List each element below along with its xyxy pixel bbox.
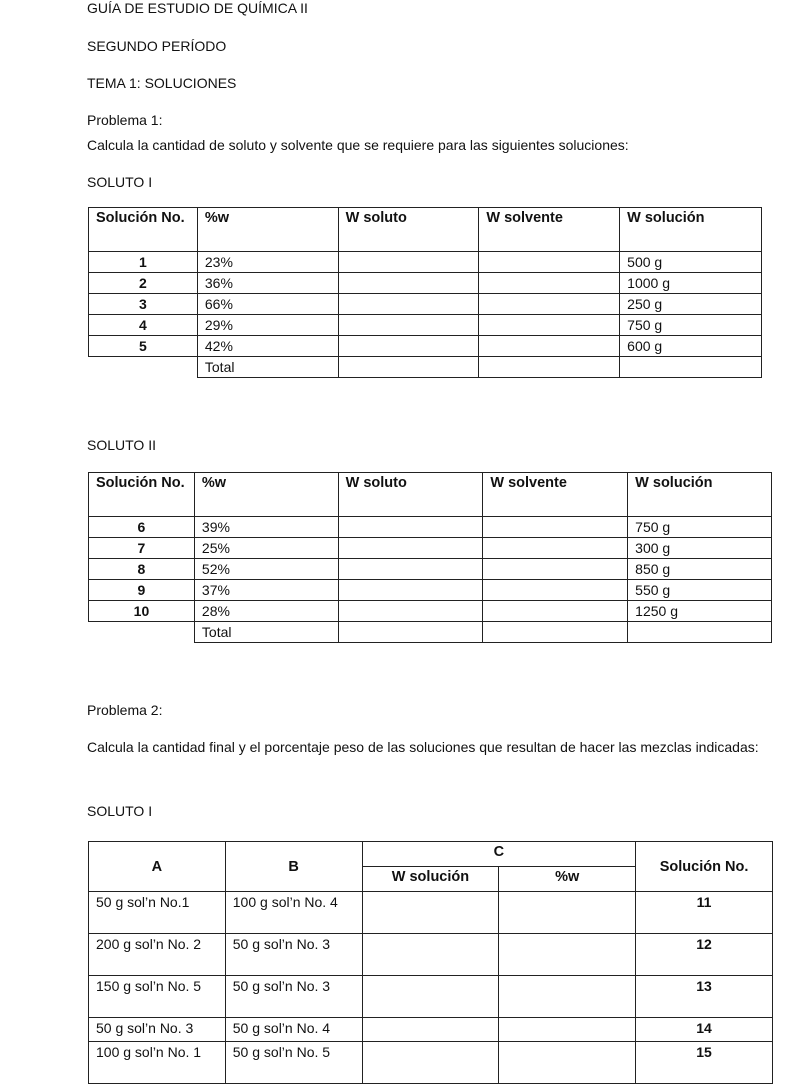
col-w-solvente: W solvente — [483, 473, 628, 517]
solution-no: 13 — [636, 976, 773, 1018]
c-percent-w-cell[interactable] — [499, 1018, 636, 1042]
c-percent-w-cell[interactable] — [499, 892, 636, 934]
mixture-a: 150 g sol’n No. 5 — [89, 976, 226, 1018]
mixture-b: 50 g sol’n No. 3 — [225, 934, 362, 976]
solution-no: 14 — [636, 1018, 773, 1042]
w-soluto-cell[interactable] — [338, 580, 483, 601]
solution-no: 6 — [89, 517, 195, 538]
col-solucion-no: Solución No. — [636, 842, 773, 892]
solution-no: 2 — [89, 273, 198, 294]
w-soluto-cell[interactable] — [338, 273, 479, 294]
table-row — [89, 538, 772, 559]
table-row — [89, 294, 762, 315]
w-solvente-cell[interactable] — [483, 580, 628, 601]
problem1-label: Problema 1: — [87, 112, 163, 128]
mixture-a: 50 g sol’n No. 3 — [89, 1018, 226, 1042]
solution-no: 15 — [636, 1042, 773, 1084]
w-solvente-cell[interactable] — [483, 559, 628, 580]
problem2-instruction: Calcula la cantidad final y el porcentaje peso de las soluciones que resultan de hacer las mezclas indicadas: — [87, 739, 759, 755]
c-w-solucion-cell[interactable] — [362, 892, 499, 934]
w-solvente-cell[interactable] — [479, 294, 620, 315]
solute2-table — [88, 472, 772, 643]
table-row — [89, 892, 773, 934]
w-solucion: 250 g — [620, 294, 762, 315]
total-row — [89, 357, 762, 378]
mixture-b: 50 g sol’n No. 5 — [225, 1042, 362, 1084]
solute1-table — [88, 207, 762, 378]
w-solucion: 300 g — [628, 538, 772, 559]
mixture-a: 200 g sol’n No. 2 — [89, 934, 226, 976]
problem2-heading: SOLUTO I — [87, 803, 153, 819]
col-c: C — [362, 842, 636, 867]
c-w-solucion-cell[interactable] — [362, 934, 499, 976]
table-row — [89, 1042, 773, 1084]
table-row — [89, 934, 773, 976]
percent-w: 25% — [194, 538, 338, 559]
table-row — [89, 273, 762, 294]
col-w-soluto: W soluto — [338, 208, 479, 252]
w-soluto-cell[interactable] — [338, 517, 483, 538]
period-heading: SEGUNDO PERÍODO — [87, 38, 227, 54]
col-b: B — [225, 842, 362, 892]
c-percent-w-cell[interactable] — [499, 934, 636, 976]
col-w-solvente: W solvente — [479, 208, 620, 252]
col-solucion-no: Solución No. — [89, 473, 195, 517]
percent-w: 37% — [194, 580, 338, 601]
w-solvente-cell[interactable] — [479, 252, 620, 273]
percent-w: 29% — [197, 315, 338, 336]
percent-w: 66% — [197, 294, 338, 315]
w-solucion: 850 g — [628, 559, 772, 580]
col-percent-w: %w — [194, 473, 338, 517]
problem1-instruction: Calcula la cantidad de soluto y solvente que se requiere para las siguientes soluciones: — [87, 137, 629, 153]
w-soluto-cell[interactable] — [338, 336, 479, 357]
c-w-solucion-cell[interactable] — [362, 1042, 499, 1084]
w-solvente-cell[interactable] — [479, 336, 620, 357]
solution-no: 9 — [89, 580, 195, 601]
total-w-soluto[interactable] — [338, 357, 479, 378]
col-w-soluto: W soluto — [338, 473, 483, 517]
solution-no: 10 — [89, 601, 195, 622]
percent-w: 36% — [197, 273, 338, 294]
table-row — [89, 559, 772, 580]
w-soluto-cell[interactable] — [338, 601, 483, 622]
percent-w: 28% — [194, 601, 338, 622]
solution-no: 3 — [89, 294, 198, 315]
mixtures-table — [88, 841, 773, 1084]
col-c-w-solucion: W solución — [362, 867, 499, 892]
total-w-solucion[interactable] — [620, 357, 762, 378]
table-row — [89, 1018, 773, 1042]
w-solvente-cell[interactable] — [483, 517, 628, 538]
problem2-label: Problema 2: — [87, 702, 163, 718]
total-label: Total — [194, 622, 338, 643]
solute1-heading: SOLUTO I — [87, 174, 153, 190]
col-w-solucion: W solución — [620, 208, 762, 252]
solution-no: 8 — [89, 559, 195, 580]
solution-no: 7 — [89, 538, 195, 559]
mixture-a: 50 g sol’n No.1 — [89, 892, 226, 934]
percent-w: 42% — [197, 336, 338, 357]
w-solvente-cell[interactable] — [483, 601, 628, 622]
col-percent-w: %w — [197, 208, 338, 252]
c-w-solucion-cell[interactable] — [362, 1018, 499, 1042]
table-row — [89, 315, 762, 336]
table-row — [89, 976, 773, 1018]
solute2-heading: SOLUTO II — [87, 437, 156, 453]
mixture-b: 100 g sol’n No. 4 — [225, 892, 362, 934]
mixture-b: 50 g sol’n No. 4 — [225, 1018, 362, 1042]
solution-no: 5 — [89, 336, 198, 357]
w-solucion: 550 g — [628, 580, 772, 601]
w-solucion: 600 g — [620, 336, 762, 357]
total-row — [89, 622, 772, 643]
solution-no: 12 — [636, 934, 773, 976]
w-solucion: 1250 g — [628, 601, 772, 622]
table-row — [89, 601, 772, 622]
col-w-solucion: W solución — [628, 473, 772, 517]
c-percent-w-cell[interactable] — [499, 1042, 636, 1084]
total-w-solucion[interactable] — [628, 622, 772, 643]
total-w-solvente[interactable] — [479, 357, 620, 378]
w-solucion: 750 g — [628, 517, 772, 538]
w-solucion: 750 g — [620, 315, 762, 336]
solution-no: 4 — [89, 315, 198, 336]
col-a: A — [89, 842, 226, 892]
w-solucion: 500 g — [620, 252, 762, 273]
w-soluto-cell[interactable] — [338, 559, 483, 580]
topic-heading: TEMA 1: SOLUCIONES — [87, 75, 237, 91]
mixture-a: 100 g sol’n No. 1 — [89, 1042, 226, 1084]
w-solvente-cell[interactable] — [479, 315, 620, 336]
percent-w: 39% — [194, 517, 338, 538]
total-w-soluto[interactable] — [338, 622, 483, 643]
col-c-percent-w: %w — [499, 867, 636, 892]
col-solucion-no: Solución No. — [89, 208, 198, 252]
table-row — [89, 252, 762, 273]
c-w-solucion-cell[interactable] — [362, 976, 499, 1018]
solution-no: 1 — [89, 252, 198, 273]
solution-no: 11 — [636, 892, 773, 934]
c-percent-w-cell[interactable] — [499, 976, 636, 1018]
table-row — [89, 580, 772, 601]
total-w-solvente[interactable] — [483, 622, 628, 643]
w-soluto-cell[interactable] — [338, 315, 479, 336]
total-label: Total — [197, 357, 338, 378]
w-solucion: 1000 g — [620, 273, 762, 294]
table-row — [89, 517, 772, 538]
w-solvente-cell[interactable] — [483, 538, 628, 559]
mixture-b: 50 g sol’n No. 3 — [225, 976, 362, 1018]
w-solvente-cell[interactable] — [479, 273, 620, 294]
w-soluto-cell[interactable] — [338, 538, 483, 559]
percent-w: 23% — [197, 252, 338, 273]
document-title: GUÍA DE ESTUDIO DE QUÍMICA II — [87, 0, 308, 16]
w-soluto-cell[interactable] — [338, 294, 479, 315]
w-soluto-cell[interactable] — [338, 252, 479, 273]
percent-w: 52% — [194, 559, 338, 580]
table-row — [89, 336, 762, 357]
